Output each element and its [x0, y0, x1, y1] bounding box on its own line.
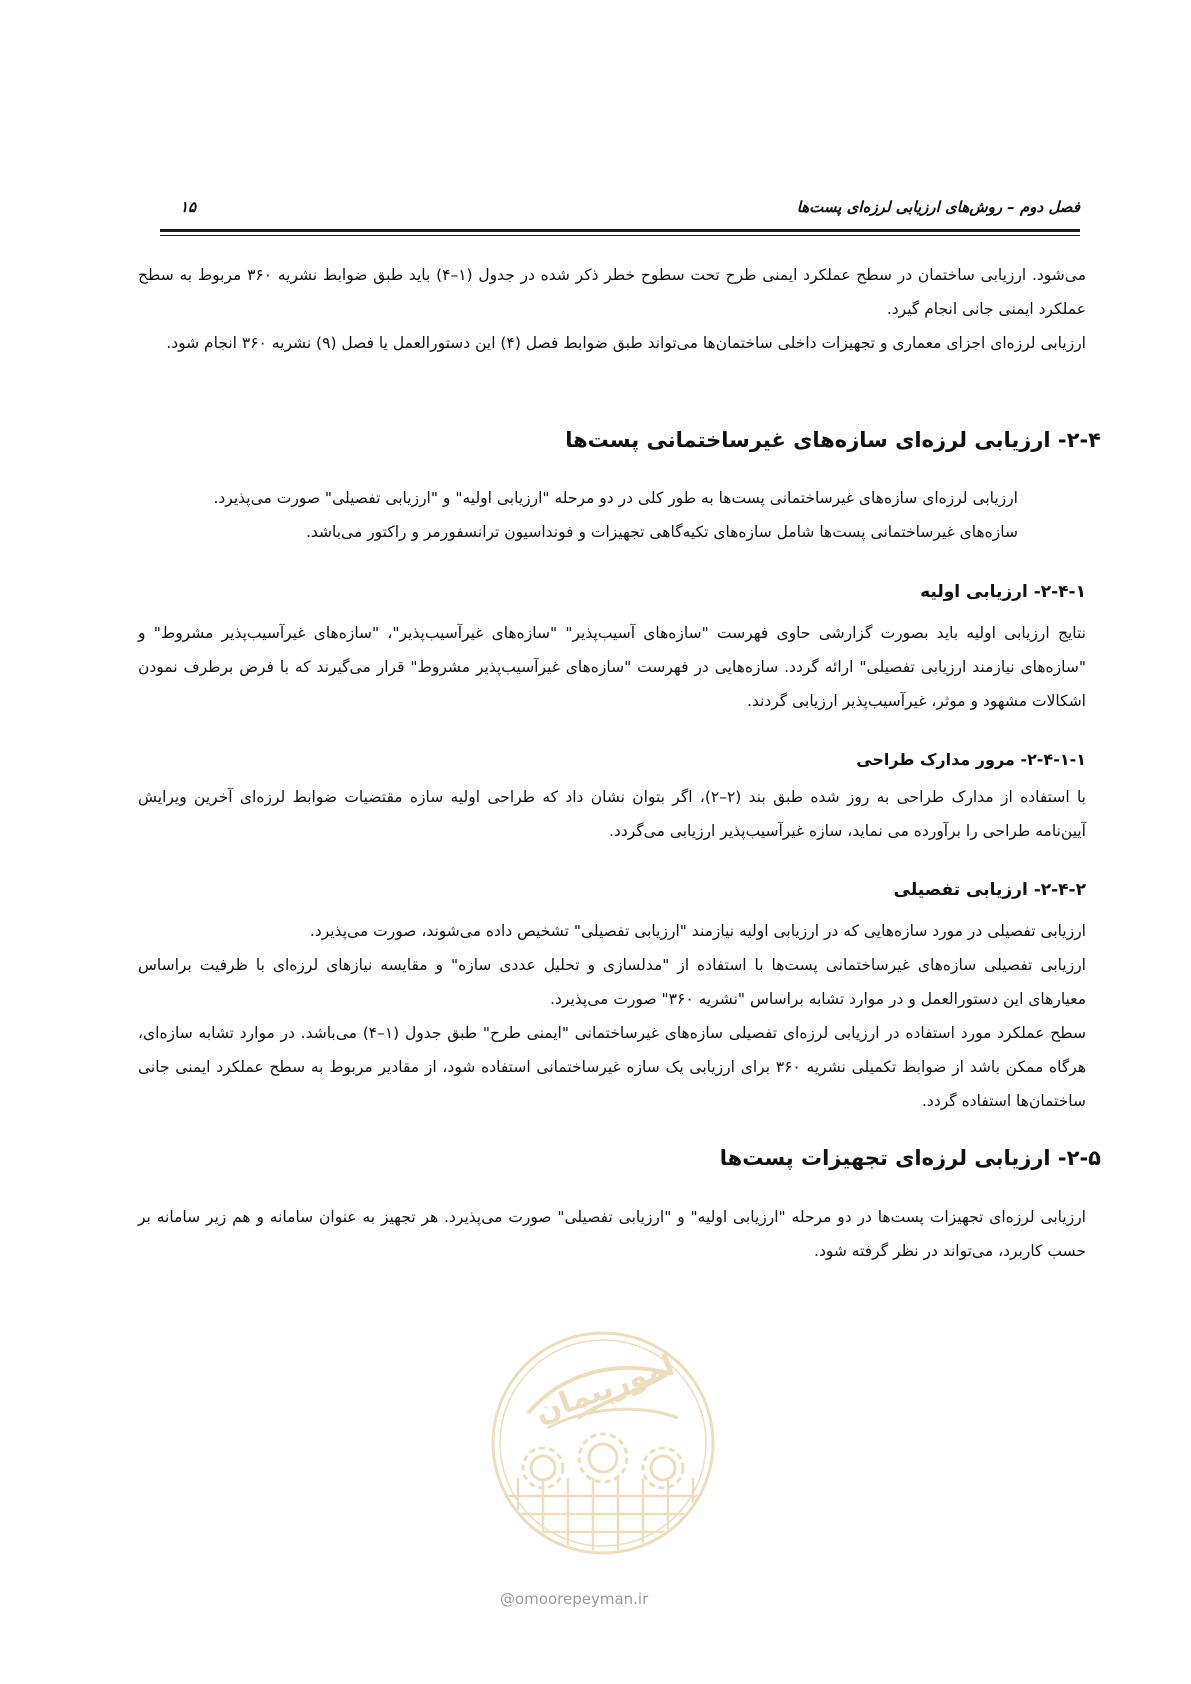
intro-block — [138, 258, 1086, 360]
heading-2-4-1: ۲-۴-۱- ارزیابی اولیه — [920, 582, 1086, 602]
heading-2-5: ۲-۵- ارزیابی لرزه‌ای تجهیزات پست‌ها — [719, 1146, 1101, 1170]
section-2-5-body — [138, 1200, 1086, 1268]
watermark-url: @omoorepeyman.ir — [500, 1590, 649, 1608]
section-2-4-paragraph-1: ارزیابی لرزه‌ای سازه‌های غیرساختمانی پست‌ها به طور کلی در دو مرحله "ارزیابی اولیه" و "ارزیابی تفصیلی" صورت می‌پذیرد. — [213, 489, 1018, 507]
section-2-5-paragraph-1: ارزیابی لرزه‌ای تجهیزات پست‌ها در دو مرحله "ارزیابی اولیه" و "ارزیابی تفصیلی" صورت می‌پذیرد. هر تجهیز به عنوان سامانه و هم زیر سامانه بر حسب کاربرد، می‌تواند در نظر گرفته شود. — [138, 1208, 1086, 1260]
section-2-4-2-paragraph-2: ارزیابی تفصیلی سازه‌های غیرساختمانی پست‌ها با استفاده از "مدلسازی و تحلیل عددی سازه" و مقایسه نیازهای لرزه‌ای با ظرفیت براساس معیارهای این دستورالعمل و در موارد تشابه براساس "نشریه ۳۶۰" صورت می‌پذیرد. — [138, 956, 1086, 1008]
section-2-4-paragraph-2: سازه‌های غیرساختمانی پست‌ها شامل سازه‌های تکیه‌گاهی تجهیزات و فونداسیون ترانسفورمر و راکتور می‌باشد. — [305, 523, 1018, 541]
page-header — [160, 198, 1080, 228]
header-rule-thick — [160, 229, 1080, 232]
intro-paragraph-1: می‌شود. ارزیابی ساختمان در سطح عملکرد ایمنی طرح تحت سطوح خطر ذکر شده در جدول (۱–۴) باید طبق ضوابط نشریه ۳۶۰ مربوط به سطح عملکرد ایمنی جانی انجام گیرد. — [138, 266, 1086, 318]
heading-2-4-2: ۲-۴-۲- ارزیابی تفصیلی — [893, 880, 1086, 900]
section-2-4-1-body — [138, 616, 1086, 718]
heading-2-4: ۲-۴- ارزیابی لرزه‌ای سازه‌های غیرساختمانی پست‌ها — [565, 428, 1101, 452]
intro-paragraph-2: ارزیابی لرزه‌ای اجزای معماری و تجهیزات داخلی ساختمان‌ها می‌تواند طبق ضوابط فصل (۴) این دستورالعمل یا فصل (۹) نشریه ۳۶۰ انجام شود. — [166, 334, 1086, 352]
section-2-4-1-paragraph-1: نتایج ارزیابی اولیه باید بصورت گزارشی حاوی فهرست "سازه‌های آسیب‌پذیر" "سازه‌های غیرآسیب‌پذیر"، "سازه‌های غیرآسیب‌پذیر مشروط" و "سازه‌های نیازمند ارزیابی تفصیلی" ارائه گردد. سازه‌هایی در فهرست "سازه‌های غیرآسیب‌پذیر مشروط" قرار می‌گیرند که با فرض برطرف نمودن اشکالات مشهود و موثر، غیرآسیب‌پذیر ارزیابی گردند. — [138, 624, 1086, 710]
watermark-logo-text: امورپیمان — [530, 1347, 680, 1431]
watermark-logo — [488, 1318, 718, 1568]
section-2-4-2-paragraph-3: سطح عملکرد مورد استفاده در ارزیابی لرزه‌ای تفصیلی سازه‌های غیرساختمانی "ایمنی طرح" طبق جدول (۱–۴) می‌باشد. در موارد تشابه سازه‌ای، هرگاه ممکن باشد از ضوابط تکمیلی نشریه ۳۶۰ برای ارزیابی یک سازه غیرساختمانی استفاده شود، از مقادیر مربوط به سطح عملکرد ایمنی جانی ساختمان‌ها استفاده گردد. — [138, 1024, 1086, 1110]
heading-2-4-1-1: ۲-۴-۱-۱- مرور مدارک طراحی — [856, 750, 1086, 769]
chapter-title: فصل دوم – روش‌های ارزیابی لرزه‌ای پست‌ها — [796, 198, 1080, 216]
section-2-4-1-1-paragraph-1: با استفاده از مدارک طراحی به روز شده طبق بند (۲–۲)، اگر بتوان نشان داد که طراحی اولیه سازه مقتضیات ضوابط لرزه‌ای آخرین ویرایش آیین‌نامه طراحی را برآورده می نماید، سازه غیرآسیب‌پذیر ارزیابی می‌گردد. — [138, 788, 1086, 840]
header-rule-thin — [160, 235, 1080, 236]
page-number: ۱۵ — [180, 198, 197, 216]
section-2-4-body — [138, 481, 1018, 549]
section-2-4-2-paragraph-1: ارزیابی تفصیلی در مورد سازه‌هایی که در ارزیابی اولیه نیازمند "ارزیابی تفصیلی" تشخیص داده می‌شوند، صورت می‌پذیرد. — [309, 922, 1086, 940]
section-2-4-1-1-body — [138, 780, 1086, 848]
section-2-4-2-body — [138, 914, 1086, 1118]
